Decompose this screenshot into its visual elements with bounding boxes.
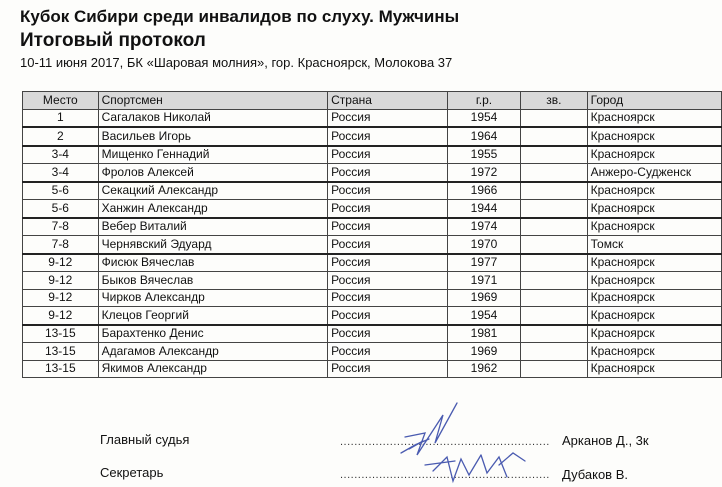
table-row bbox=[23, 272, 722, 290]
place-cell: 1 bbox=[23, 109, 99, 127]
country-cell: Россия bbox=[328, 236, 448, 254]
athlete-cell: Быков Вячеслав bbox=[98, 272, 328, 290]
rank-cell bbox=[521, 360, 588, 378]
birth-year-cell: 1962 bbox=[447, 360, 520, 378]
rank-cell bbox=[521, 127, 588, 146]
rank-cell bbox=[521, 182, 588, 200]
table-row bbox=[23, 200, 722, 218]
protocol-heading: Итоговый протокол bbox=[20, 30, 206, 51]
birth-year-cell: 1964 bbox=[447, 127, 520, 146]
table-row bbox=[23, 343, 722, 361]
rank-cell bbox=[521, 307, 588, 325]
place-cell: 5-6 bbox=[23, 182, 99, 200]
rank-cell bbox=[521, 325, 588, 343]
place-cell: 9-12 bbox=[23, 254, 99, 272]
rank-cell bbox=[521, 272, 588, 290]
athlete-cell: Чирков Александр bbox=[98, 289, 328, 307]
city-cell: Красноярск bbox=[587, 254, 721, 272]
athlete-cell: Ханжин Александр bbox=[98, 200, 328, 218]
athlete-cell: Сагалаков Николай bbox=[98, 109, 328, 127]
country-cell: Россия bbox=[328, 325, 448, 343]
birth-year-cell: 1974 bbox=[447, 218, 520, 236]
chief-judge-name: Арканов Д., 3к bbox=[562, 433, 649, 448]
city-cell: Красноярск bbox=[587, 200, 721, 218]
athlete-cell: Якимов Александр bbox=[98, 360, 328, 378]
city-cell: Красноярск bbox=[587, 360, 721, 378]
birth-year-cell: 1971 bbox=[447, 272, 520, 290]
column-header-rank: зв. bbox=[521, 92, 588, 110]
birth-year-cell: 1944 bbox=[447, 200, 520, 218]
results-table bbox=[22, 91, 722, 378]
table-header-row bbox=[23, 92, 722, 110]
table-row bbox=[23, 254, 722, 272]
secretary-signature-line: ........................................................... bbox=[340, 469, 550, 481]
rank-cell bbox=[521, 164, 588, 182]
birth-year-cell: 1969 bbox=[447, 289, 520, 307]
place-cell: 5-6 bbox=[23, 200, 99, 218]
birth-year-cell: 1970 bbox=[447, 236, 520, 254]
athlete-cell: Адагамов Александр bbox=[98, 343, 328, 361]
birth-year-cell: 1954 bbox=[447, 307, 520, 325]
place-cell: 13-15 bbox=[23, 343, 99, 361]
column-header-city: Город bbox=[587, 92, 721, 110]
table-row bbox=[23, 109, 722, 127]
chief-judge-label: Главный судья bbox=[100, 432, 190, 447]
table-row bbox=[23, 307, 722, 325]
rank-cell bbox=[521, 218, 588, 236]
athlete-cell: Клецов Георгий bbox=[98, 307, 328, 325]
place-cell: 13-15 bbox=[23, 325, 99, 343]
birth-year-cell: 1969 bbox=[447, 343, 520, 361]
athlete-cell: Вебер Виталий bbox=[98, 218, 328, 236]
birth-year-cell: 1954 bbox=[447, 109, 520, 127]
city-cell: Анжеро-Судженск bbox=[587, 164, 721, 182]
handwritten-signature-icon bbox=[395, 395, 545, 487]
place-cell: 7-8 bbox=[23, 236, 99, 254]
column-header-country: Страна bbox=[328, 92, 448, 110]
birth-year-cell: 1977 bbox=[447, 254, 520, 272]
country-cell: Россия bbox=[328, 182, 448, 200]
country-cell: Россия bbox=[328, 360, 448, 378]
country-cell: Россия bbox=[328, 164, 448, 182]
city-cell: Красноярск bbox=[587, 127, 721, 146]
table-row bbox=[23, 164, 722, 182]
place-cell: 9-12 bbox=[23, 307, 99, 325]
athlete-cell: Фисюк Вячеслав bbox=[98, 254, 328, 272]
birth-year-cell: 1966 bbox=[447, 182, 520, 200]
place-cell: 3-4 bbox=[23, 164, 99, 182]
table-row bbox=[23, 182, 722, 200]
column-header-place: Место bbox=[23, 92, 99, 110]
athlete-cell: Чернявский Эдуард bbox=[98, 236, 328, 254]
place-cell: 3-4 bbox=[23, 146, 99, 164]
rank-cell bbox=[521, 200, 588, 218]
city-cell: Красноярск bbox=[587, 182, 721, 200]
country-cell: Россия bbox=[328, 307, 448, 325]
rank-cell bbox=[521, 109, 588, 127]
city-cell: Красноярск bbox=[587, 146, 721, 164]
city-cell: Красноярск bbox=[587, 307, 721, 325]
place-cell: 9-12 bbox=[23, 272, 99, 290]
results-body bbox=[23, 109, 722, 378]
column-header-birth-year: г.р. bbox=[447, 92, 520, 110]
table-row bbox=[23, 127, 722, 146]
country-cell: Россия bbox=[328, 218, 448, 236]
country-cell: Россия bbox=[328, 254, 448, 272]
athlete-cell: Мищенко Геннадий bbox=[98, 146, 328, 164]
city-cell: Красноярск bbox=[587, 325, 721, 343]
city-cell: Красноярск bbox=[587, 272, 721, 290]
place-cell: 9-12 bbox=[23, 289, 99, 307]
athlete-cell: Васильев Игорь bbox=[98, 127, 328, 146]
place-cell: 13-15 bbox=[23, 360, 99, 378]
country-cell: Россия bbox=[328, 200, 448, 218]
rank-cell bbox=[521, 146, 588, 164]
rank-cell bbox=[521, 343, 588, 361]
place-cell: 2 bbox=[23, 127, 99, 146]
place-cell: 7-8 bbox=[23, 218, 99, 236]
rank-cell bbox=[521, 254, 588, 272]
country-cell: Россия bbox=[328, 289, 448, 307]
rank-cell bbox=[521, 236, 588, 254]
birth-year-cell: 1972 bbox=[447, 164, 520, 182]
city-cell: Красноярск bbox=[587, 218, 721, 236]
country-cell: Россия bbox=[328, 146, 448, 164]
athlete-cell: Фролов Алексей bbox=[98, 164, 328, 182]
secretary-name: Дубаков В. bbox=[562, 467, 628, 482]
city-cell: Томск bbox=[587, 236, 721, 254]
athlete-cell: Барахтенко Денис bbox=[98, 325, 328, 343]
table-row bbox=[23, 218, 722, 236]
city-cell: Красноярск bbox=[587, 109, 721, 127]
birth-year-cell: 1981 bbox=[447, 325, 520, 343]
athlete-cell: Секацкий Александр bbox=[98, 182, 328, 200]
country-cell: Россия bbox=[328, 109, 448, 127]
country-cell: Россия bbox=[328, 343, 448, 361]
city-cell: Красноярск bbox=[587, 343, 721, 361]
rank-cell bbox=[521, 289, 588, 307]
table-row bbox=[23, 325, 722, 343]
document-title: Кубок Сибири среди инвалидов по слуху. Мужчины bbox=[20, 7, 460, 26]
birth-year-cell: 1955 bbox=[447, 146, 520, 164]
column-header-athlete: Спортсмен bbox=[98, 92, 328, 110]
country-cell: Россия bbox=[328, 272, 448, 290]
table-row bbox=[23, 360, 722, 378]
event-details: 10-11 июня 2017, БК «Шаровая молния», гор. Красноярск, Молокова 37 bbox=[20, 55, 453, 70]
city-cell: Красноярск bbox=[587, 289, 721, 307]
country-cell: Россия bbox=[328, 127, 448, 146]
secretary-label: Секретарь bbox=[100, 465, 164, 480]
table-row bbox=[23, 236, 722, 254]
table-row bbox=[23, 146, 722, 164]
table-row bbox=[23, 289, 722, 307]
chief-judge-signature-line: ........................................................... bbox=[340, 436, 550, 448]
